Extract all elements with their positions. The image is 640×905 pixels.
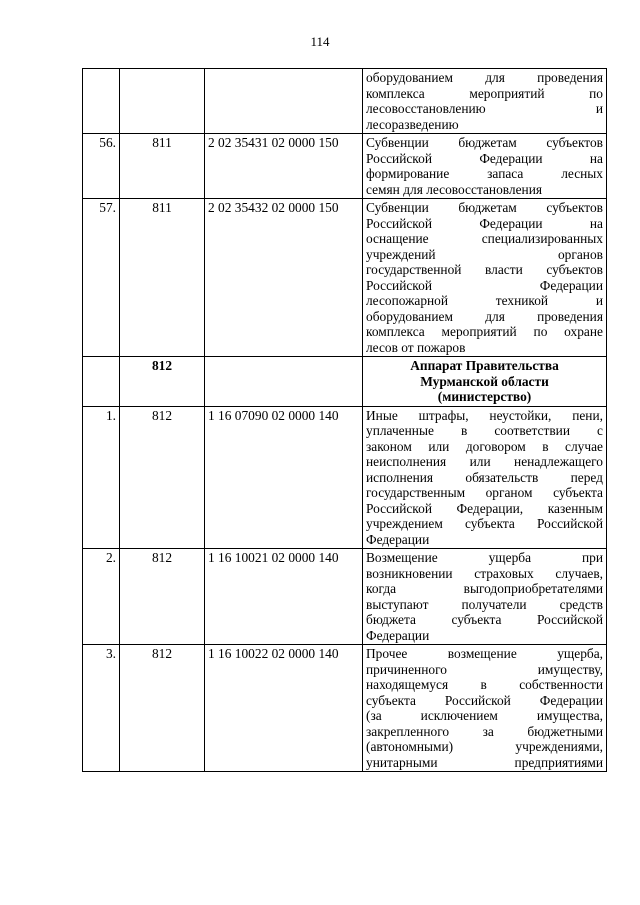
description-line: учреждением субъекта Российской [366,516,603,531]
description-line: Субвенции бюджетам субъектов [366,200,603,215]
revenue-codes-table [82,68,607,772]
administrator-code-cell: 812 [120,357,205,407]
description-line: Мурманской области [420,373,549,389]
description-line: Российской Федерации на [366,150,603,166]
administrator-code-cell: 811 [120,134,205,199]
description-line: Иные штрафы, неустойки, пени, [366,407,603,423]
description-line: уплаченные в соответствии с [366,423,603,438]
description-line: когда выгодоприобретателями [366,581,603,596]
revenue-code-cell: 2 02 35432 02 0000 150 [205,199,363,357]
row-number-cell: 56. [83,134,120,199]
row-number-cell: 3. [83,645,120,772]
description-line: Российской Федерации на [366,215,603,231]
table-body [83,69,607,772]
row-number-cell [83,69,120,134]
description-line: бюджета субъекта Российской [366,612,603,627]
table-row [83,134,607,199]
revenue-code-cell: 2 02 35431 02 0000 150 [205,134,363,199]
description-line: комплекса мероприятий по охране [366,324,603,339]
table-row [83,69,607,134]
table-row [83,645,607,772]
description-line: возникновении страховых случаев, [366,565,603,581]
description-line: лесопожарной техникой и [366,293,603,308]
revenue-description-cell [363,645,607,772]
table-row [83,199,607,357]
revenue-description-cell [363,357,607,407]
description-line: Прочее возмещение ущерба, [366,646,603,661]
revenue-code-cell [205,69,363,134]
revenue-code-cell: 1 16 10022 02 0000 140 [205,645,363,772]
administrator-code-cell: 812 [120,645,205,772]
revenue-code-cell: 1 16 07090 02 0000 140 [205,406,363,549]
description-line: комплекса мероприятий по [366,85,603,101]
description-line: формирование запаса лесных [366,166,603,181]
description-line: оборудованием для проведения [366,308,603,324]
description-line: (министерство) [437,389,532,404]
row-number-cell: 2. [83,549,120,645]
description-line: Аппарат Правительства [410,358,559,373]
administrator-code-cell: 812 [120,406,205,549]
description-line: Субвенции бюджетам субъектов [366,135,603,150]
description-line: лесов от пожаров [366,339,466,355]
description-line: находящемуся в собственности [366,677,603,692]
description-line: государственной власти субъектов [366,262,603,277]
description-line: субъекта Российской Федерации [366,692,603,708]
description-line: учреждений органов [366,246,603,262]
description-line: причиненного имуществу, [366,661,603,677]
administrator-code-cell: 812 [120,549,205,645]
row-number-cell [83,357,120,407]
description-line: Федерации [366,627,430,643]
description-line: выступают получатели средств [366,596,603,612]
table-row [83,406,607,549]
revenue-description-cell [363,549,607,645]
description-line: оснащение специализированных [366,231,603,246]
revenue-description-cell [363,199,607,357]
description-line: оборудованием для проведения [366,70,603,85]
revenue-code-cell [205,357,363,407]
revenue-description-cell [363,134,607,199]
description-line: лесоразведению [366,116,459,132]
description-line: закрепленного за бюджетными [366,723,603,739]
description-line: унитарными предприятиями [366,754,603,770]
description-line: исполнения обязательств перед [366,469,603,485]
revenue-description-cell [363,69,607,134]
page-number: 114 [310,34,330,49]
description-line: Федерации [366,531,430,547]
table-row [83,549,607,645]
description-line: лесовосстановлению и [366,101,603,116]
description-line: семян для лесовосстановления [366,181,543,197]
row-number-cell: 57. [83,199,120,357]
description-line: законом или договором в случае [366,438,603,454]
revenue-code-cell: 1 16 10021 02 0000 140 [205,549,363,645]
description-line: (за исключением имущества, [366,708,603,723]
table-section-header-row [83,357,607,407]
administrator-code-cell [120,69,205,134]
row-number-cell: 1. [83,406,120,549]
description-line: Возмещение ущерба при [366,550,603,565]
description-line: Российской Федерации, казенным [366,500,603,516]
revenue-description-cell [363,406,607,549]
description-line: неисполнения или ненадлежащего [366,454,603,469]
description-line: государственным органом субъекта [366,485,603,500]
administrator-code-cell: 811 [120,199,205,357]
description-line: Российской Федерации [366,277,603,293]
description-line: (автономными) учреждениями, [366,739,603,754]
